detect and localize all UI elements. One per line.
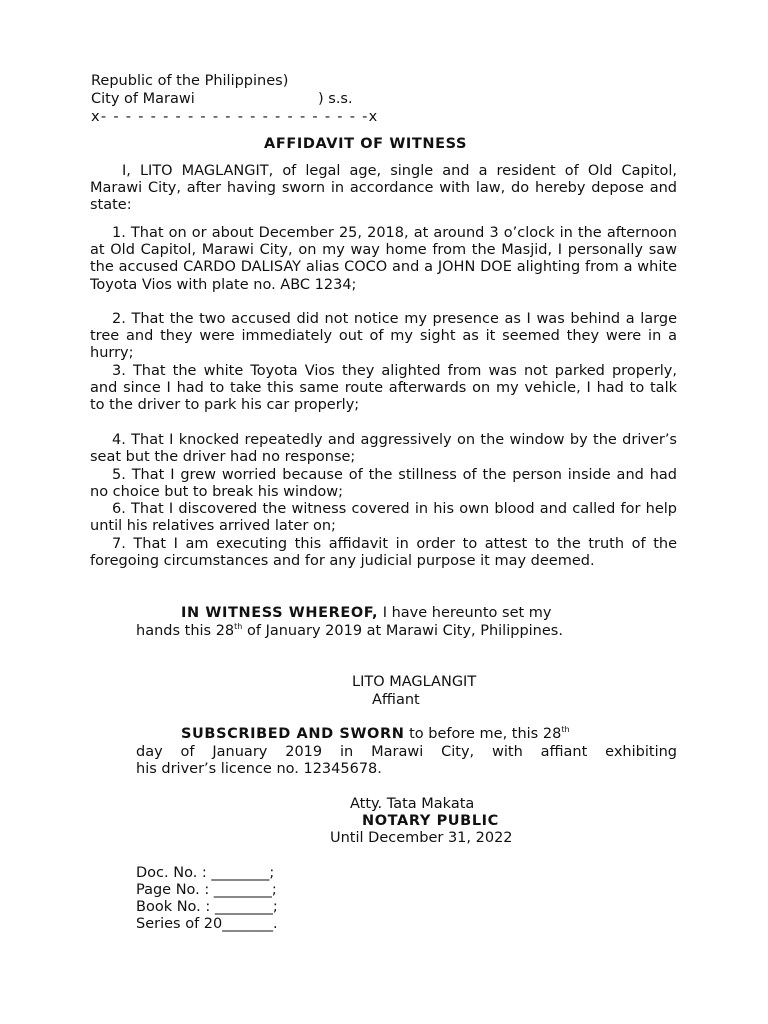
document-title: AFFIDAVIT OF WITNESS [264, 136, 468, 152]
statement-6: 6. That I discovered the witness covered in his own blood and called for help until his relatives arrived later on; [90, 501, 677, 535]
notary-title: NOTARY PUBLIC [362, 813, 499, 829]
affiant-label: Affiant [372, 692, 420, 708]
witness-clause-sup: th [234, 622, 243, 631]
doc-no-line: Doc. No. : ________; [136, 865, 275, 881]
affiant-name: LITO MAGLANGIT [352, 674, 477, 690]
witness-clause-text-3: of January 2019 at Marawi City, Philippines. [242, 623, 563, 639]
jurat-text-1: to before me, this 28 [404, 726, 562, 742]
venue-line-1: Republic of the Philippines) [91, 73, 289, 89]
header-divider: x- - - - - - - - - - - - - - - - - - - - - -x [91, 109, 379, 125]
page-no-line: Page No. : ________; [136, 882, 277, 898]
statement-4: 4. That I knocked repeatedly and aggressively on the window by the driver’s seat but the driver had no response; [90, 432, 677, 466]
jurat-bold: SUBSCRIBED AND SWORN [181, 726, 405, 742]
witness-clause-bold: IN WITNESS WHEREOF, [181, 605, 379, 621]
intro-paragraph: I, LITO MAGLANGIT, of legal age, single and a resident of Old Capitol, Marawi City, after having sworn in accordance with law, do hereby depose and state: [90, 163, 677, 214]
witness-clause-line-1 [181, 605, 552, 622]
statement-2: 2. That the two accused did not notice my presence as I was behind a large tree and they were immediately out of my sight as it seemed they were in a hurry; [90, 311, 677, 362]
notary-name: Atty. Tata Makata [350, 796, 475, 812]
witness-clause-text-1: I have hereunto set my [378, 605, 552, 621]
witness-clause-line-2 [136, 623, 563, 640]
venue-ss: ) s.s. [318, 91, 353, 107]
venue-city: City of Marawi [91, 91, 195, 107]
statement-5: 5. That I grew worried because of the stillness of the person inside and had no choice but to break his window; [90, 467, 677, 501]
jurat-line-1 [181, 726, 570, 743]
witness-clause-text-2: hands this 28 [136, 623, 235, 639]
jurat-line-2: day of January 2019 in Marawi City, with affiant exhibiting [136, 744, 677, 760]
jurat-sup: th [561, 725, 570, 734]
jurat-line-3: his driver’s licence no. 12345678. [136, 761, 382, 777]
statement-1: 1. That on or about December 25, 2018, at around 3 o’clock in the afternoon at Old Capitol, Marawi City, on my way home from the Masjid, I personally saw the accused CARDO DALISAY alias COCO and a JOHN DOE alighting from a white Toyota Vios with plate no. ABC 1234; [90, 225, 677, 293]
statement-7: 7. That I am executing this affidavit in order to attest to the truth of the foregoing circumstances and for any judicial purpose it may deemed. [90, 536, 677, 570]
notary-commission: Until December 31, 2022 [330, 830, 513, 846]
book-no-line: Book No. : ________; [136, 899, 278, 915]
series-line: Series of 20_______. [136, 916, 278, 932]
statement-3: 3. That the white Toyota Vios they alighted from was not parked properly, and since I had to take this same route afterwards on my vehicle, I had to talk to the driver to park his car properly; [90, 363, 677, 414]
